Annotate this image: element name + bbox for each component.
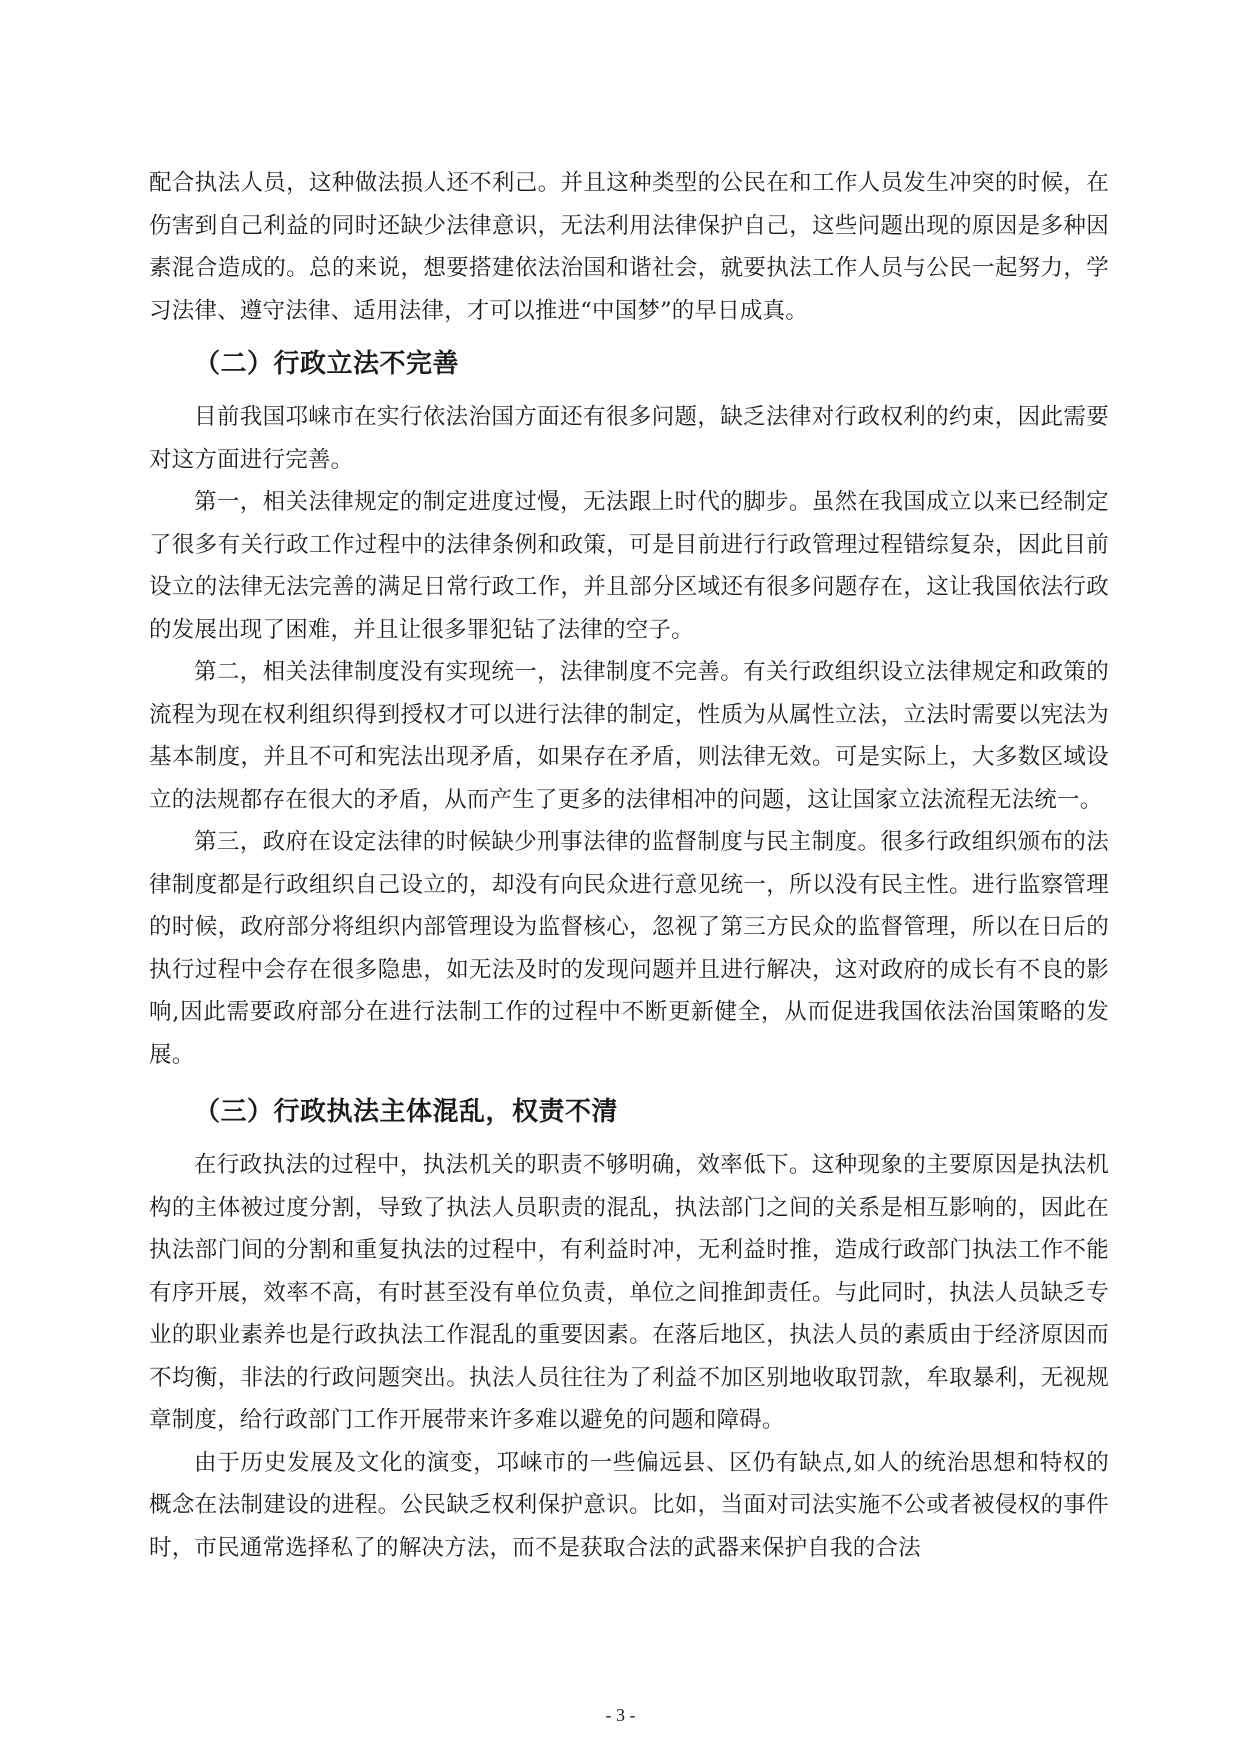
section2-paragraph-3: 第二，相关法律制度没有实现统一，法律制度不完善。有关行政组织设立法律规定和政策的流程为现在权利组织得到授权才可以进行法律的制定，性质为从属性立法，立法时需要以宪法为基本制度，并且不可和宪法出现矛盾，如果存在矛盾，则法律无效。可是实际上，大多数区域设立的法规都存在很大的矛盾，从而产生了更多的法律相冲的问题，这让国家立法流程无法统一。 [149,659,1109,813]
section2-paragraph-1: 目前我国邛崃市在实行依法治国方面还有很多问题，缺乏法律对行政权利的约束，因此需要对这方面进行完善。 [149,404,1109,473]
intro-paragraph: 配合执法人员，这种做法损人还不利己。并且这种类型的公民在和工作人员发生冲突的时候，在伤害到自己利益的同时还缺少法律意识，无法利用法律保护自己，这些问题出现的原因是多种因素混合造成的。总的来说，想要搭建依法治国和谐社会，就要执法工作人员与公民一起努力，学习法律、遵守法律、适用法律，才可以推进“中国梦”的早日成真。 [149,170,1109,324]
section-heading-2: （二）行政立法不完善 [194,349,460,379]
page-number: - 3 - [605,1705,636,1725]
section2-paragraph-2: 第一，相关法律规定的制定进度过慢，无法跟上时代的脚步。虽然在我国成立以来已经制定了很多有关行政工作过程中的法律条例和政策，可是目前进行行政管理过程错综复杂，因此目前设立的法律无法完善的满足日常行政工作，并且部分区域还有很多问题存在，这让我国依法行政的发展出现了困难，并且让很多罪犯钻了法律的空子。 [149,489,1109,643]
section2-paragraph-4: 第三，政府在设定法律的时候缺少刑事法律的监督制度与民主制度。很多行政组织颁布的法律制度都是行政组织自己设立的，却没有向民众进行意见统一，所以没有民主性。进行监察管理的时候，政府部分将组织内部管理设为监督核心，忽视了第三方民众的监督管理，所以在日后的执行过程中会存在很多隐患，如无法及时的发现问题并且进行解决，这对政府的成长有不良的影响,因此需要政府部分在进行法制工作的过程中不断更新健全，从而促进我国依法治国策略的发展。 [149,829,1109,1068]
page-body [149,162,1109,1569]
section3-paragraph-2: 由于历史发展及文化的演变，邛崃市的一些偏远县、区仍有缺点,如人的统治思想和特权的概念在法制建设的进程。公民缺乏权利保护意识。比如，当面对司法实施不公或者被侵权的事件时，市民通常选择私了的解决方法，而不是获取合法的武器来保护自我的合法 [149,1449,1109,1561]
section3-paragraph-1: 在行政执法的过程中，执法机关的职责不够明确，效率低下。这种现象的主要原因是执法机构的主体被过度分割，导致了执法人员职责的混乱，执法部门之间的关系是相互影响的，因此在执法部门间的分割和重复执法的过程中，有利益时冲，无利益时推，造成行政部门执法工作不能有序开展，效率不高，有时甚至没有单位负责，单位之间推卸责任。与此同时，执法人员缺乏专业的职业素养也是行政执法工作混乱的重要因素。在落后地区，执法人员的素质由于经济原因而不均衡，非法的行政问题突出。执法人员往往为了利益不加区别地收取罚款，牟取暴利，无视规章制度，给行政部门工作开展带来许多难以避免的问题和障碍。 [149,1152,1109,1433]
section-heading-3: （三）行政执法主体混乱，权责不清 [194,1097,619,1127]
